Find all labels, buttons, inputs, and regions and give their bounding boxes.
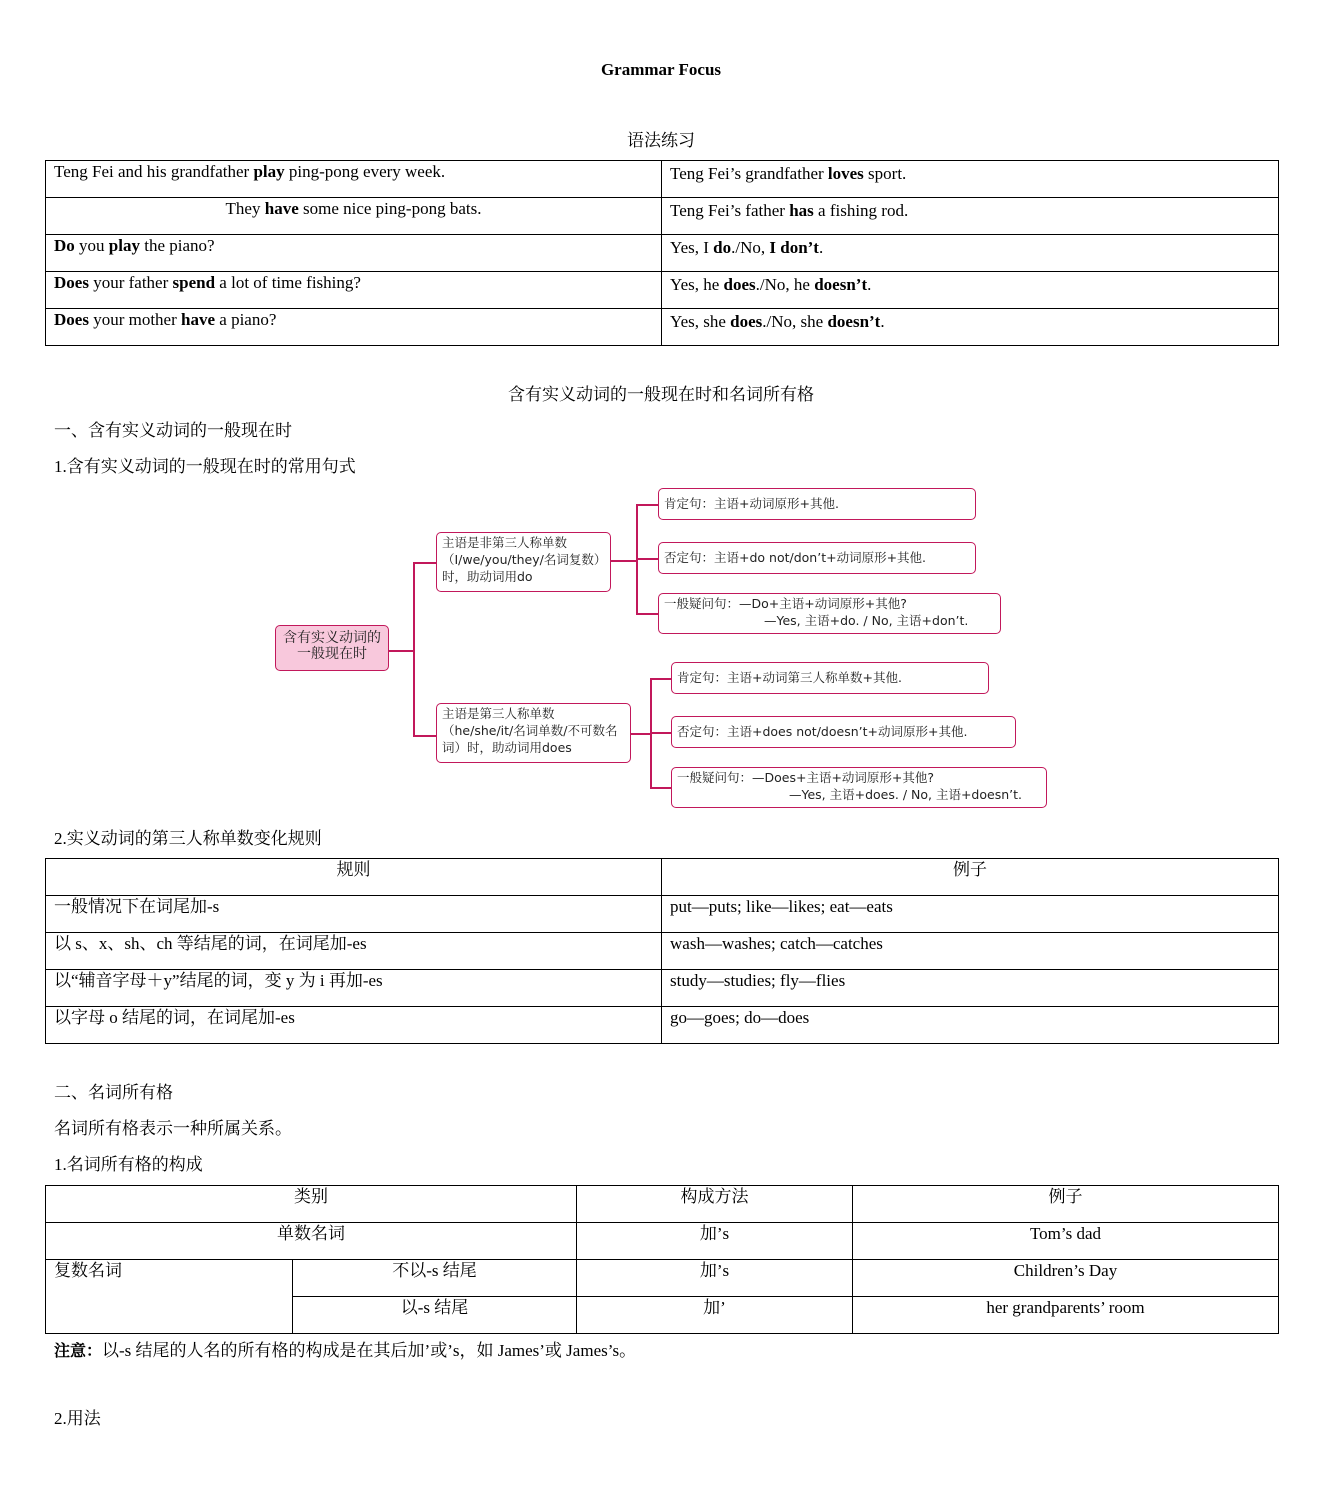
bold-text: doesn’t (827, 312, 881, 331)
text-segment: ping-pong every week. (284, 162, 446, 181)
rules-row (46, 896, 1279, 933)
rule-cell: 以字母 o 结尾的词，在词尾加-es (46, 1007, 662, 1044)
practice-row (46, 161, 1279, 198)
bold-text: have (264, 199, 299, 218)
bold-text: spend (172, 273, 216, 292)
possessive-singular-method: 加’s (577, 1223, 853, 1260)
text-segment: Yes, she (670, 312, 731, 331)
rule-cell: 以 s、x、sh、ch 等结尾的词，在词尾加-es (46, 933, 662, 970)
text-segment: your father (88, 273, 173, 292)
practice-sentence (46, 161, 662, 198)
example-cell: study—studies; fly—flies (662, 970, 1279, 1007)
possessive-plural-category: 复数名词 (46, 1260, 293, 1334)
text-segment: sport. (863, 164, 907, 183)
part2-intro: 名词所有格表示一种所属关系。 (54, 1119, 292, 1138)
part1-sub2: 2.实义动词的第三人称单数变化规则 (54, 829, 322, 848)
example-cell: wash—washes; catch—catches (662, 933, 1279, 970)
example-cell: put—puts; like—likes; eat—eats (662, 896, 1279, 933)
text-segment: . (880, 312, 885, 331)
bold-text: Does (54, 310, 89, 329)
mindmap-question-does-q: 一般疑问句：—Does+主语+动词原形+其他? (677, 770, 935, 785)
mindmap-negative-does: 否定句：主语+does not/doesn’t+动词原形+其他. (671, 716, 1016, 748)
practice-row (46, 235, 1279, 272)
text-segment: Teng Fei’s father (670, 201, 790, 220)
mindmap-root: 含有实义动词的一般现在时 (275, 625, 389, 671)
example-cell: go—goes; do—does (662, 1007, 1279, 1044)
rules-row (46, 933, 1279, 970)
text-segment: They (225, 199, 265, 218)
mindmap-question-does-a: —Yes, 主语+does. / No, 主语+doesn’t. (789, 787, 1022, 802)
practice-row (46, 272, 1279, 309)
rules-header-example: 例子 (662, 859, 1279, 896)
text-segment: a piano? (215, 310, 277, 329)
part1-heading: 一、含有实义动词的一般现在时 (54, 421, 292, 441)
text-segment: the piano? (139, 236, 215, 255)
text-segment: . (818, 238, 824, 257)
possessive-header-example: 例子 (853, 1186, 1279, 1223)
text-segment: Teng Fei’s grandfather (670, 164, 828, 183)
practice-sentence (46, 198, 662, 235)
practice-row (46, 309, 1279, 346)
practice-response (662, 272, 1279, 309)
bold-text: doesn’t (814, 275, 868, 294)
mindmap-question-do-q: 一般疑问句：—Do+主语+动词原形+其他? (664, 596, 907, 611)
bold-text: Does (54, 273, 89, 292)
mindmap-question-do-a: —Yes, 主语+do. / No, 主语+don’t. (764, 613, 969, 628)
possessive-plural-s-example: her grandparents’ room (853, 1297, 1279, 1334)
section-title: 含有实义动词的一般现在时和名词所有格 (508, 385, 814, 405)
practice-response (662, 309, 1279, 346)
possessive-plural-method: 加’s (577, 1260, 853, 1297)
bold-text: does (730, 312, 763, 331)
practice-response (662, 161, 1279, 198)
text-segment: some nice ping-pong bats. (298, 199, 482, 218)
text-segment: a lot of time fishing? (215, 273, 361, 292)
mindmap-affirmative-do: 肯定句：主语+动词原形+其他. (658, 488, 976, 520)
rules-row (46, 970, 1279, 1007)
possessive-singular-category: 单数名词 (46, 1223, 577, 1260)
rules-row (46, 1007, 1279, 1044)
bold-text: play (108, 236, 140, 255)
rules-header-rule: 规则 (46, 859, 662, 896)
possessive-plural-s-method: 加’ (577, 1297, 853, 1334)
possessive-singular-example: Tom’s dad (853, 1223, 1279, 1260)
possessive-table (45, 1185, 1279, 1334)
rule-cell: 以“辅音字母＋y”结尾的词，变 y 为 i 再加-es (46, 970, 662, 1007)
bold-text: has (789, 201, 814, 220)
text-segment: Teng Fei and his grandfather (54, 162, 254, 181)
text-segment: ./No, she (762, 312, 828, 331)
possessive-plural-example: Children’s Day (853, 1260, 1279, 1297)
page-subtitle: 语法练习 (627, 131, 695, 150)
rules-table (45, 858, 1279, 1044)
text-segment: ./No, (731, 238, 770, 257)
rule-cell: 一般情况下在词尾加-s (46, 896, 662, 933)
practice-row (46, 198, 1279, 235)
mindmap-affirmative-does: 肯定句：主语+动词第三人称单数+其他. (671, 662, 989, 694)
text-segment: Yes, he (670, 275, 724, 294)
practice-table (45, 160, 1279, 346)
part2-sub1: 1.名词所有格的构成 (54, 1155, 203, 1174)
possessive-header-method: 构成方法 (577, 1186, 853, 1223)
text-segment: . (867, 275, 872, 294)
possessive-note (54, 1336, 636, 1361)
practice-response (662, 235, 1279, 272)
mindmap-negative-do: 否定句：主语+do not/don’t+动词原形+其他. (658, 542, 976, 574)
part2-heading: 二、名词所有格 (54, 1083, 173, 1103)
bold-text: have (181, 310, 216, 329)
possessive-plural-sub: 不以-s 结尾 (293, 1260, 577, 1297)
bold-text: I don’t (769, 238, 819, 257)
mindmap-question-does (671, 767, 1047, 808)
part2-sub2: 2.用法 (54, 1409, 101, 1428)
practice-sentence (46, 272, 662, 309)
text-segment: ./No, he (755, 275, 815, 294)
mindmap-branch-nonthird: 主语是非第三人称单数（I/we/you/they/名词复数）时，助动词用do (436, 532, 611, 592)
bold-text: do (713, 238, 732, 257)
part1-sub1: 1.含有实义动词的一般现在时的常用句式 (54, 457, 356, 476)
mindmap-question-do (658, 593, 1001, 634)
text-segment: you (74, 236, 109, 255)
practice-response (662, 198, 1279, 235)
practice-sentence (46, 235, 662, 272)
text-segment: Yes, I (670, 238, 714, 257)
mindmap-branch-third: 主语是第三人称单数（he/she/it/名词单数/不可数名词）时，助动词用does (436, 703, 631, 763)
bold-text: does (723, 275, 756, 294)
text-segment: a fishing rod. (813, 201, 909, 220)
possessive-header-category: 类别 (46, 1186, 577, 1223)
bold-text: loves (827, 164, 864, 183)
possessive-plural-s-sub: 以-s 结尾 (293, 1297, 577, 1334)
page-title: Grammar Focus (600, 60, 722, 79)
practice-sentence (46, 309, 662, 346)
note-text: 以-s 结尾的人名的所有格的构成是在其后加’或’s，如 James’或 James’s。 (102, 1341, 637, 1360)
text-segment: your mother (88, 310, 182, 329)
bold-text: play (253, 162, 285, 181)
note-label: 注意： (54, 1341, 103, 1360)
bold-text: Do (54, 236, 75, 255)
